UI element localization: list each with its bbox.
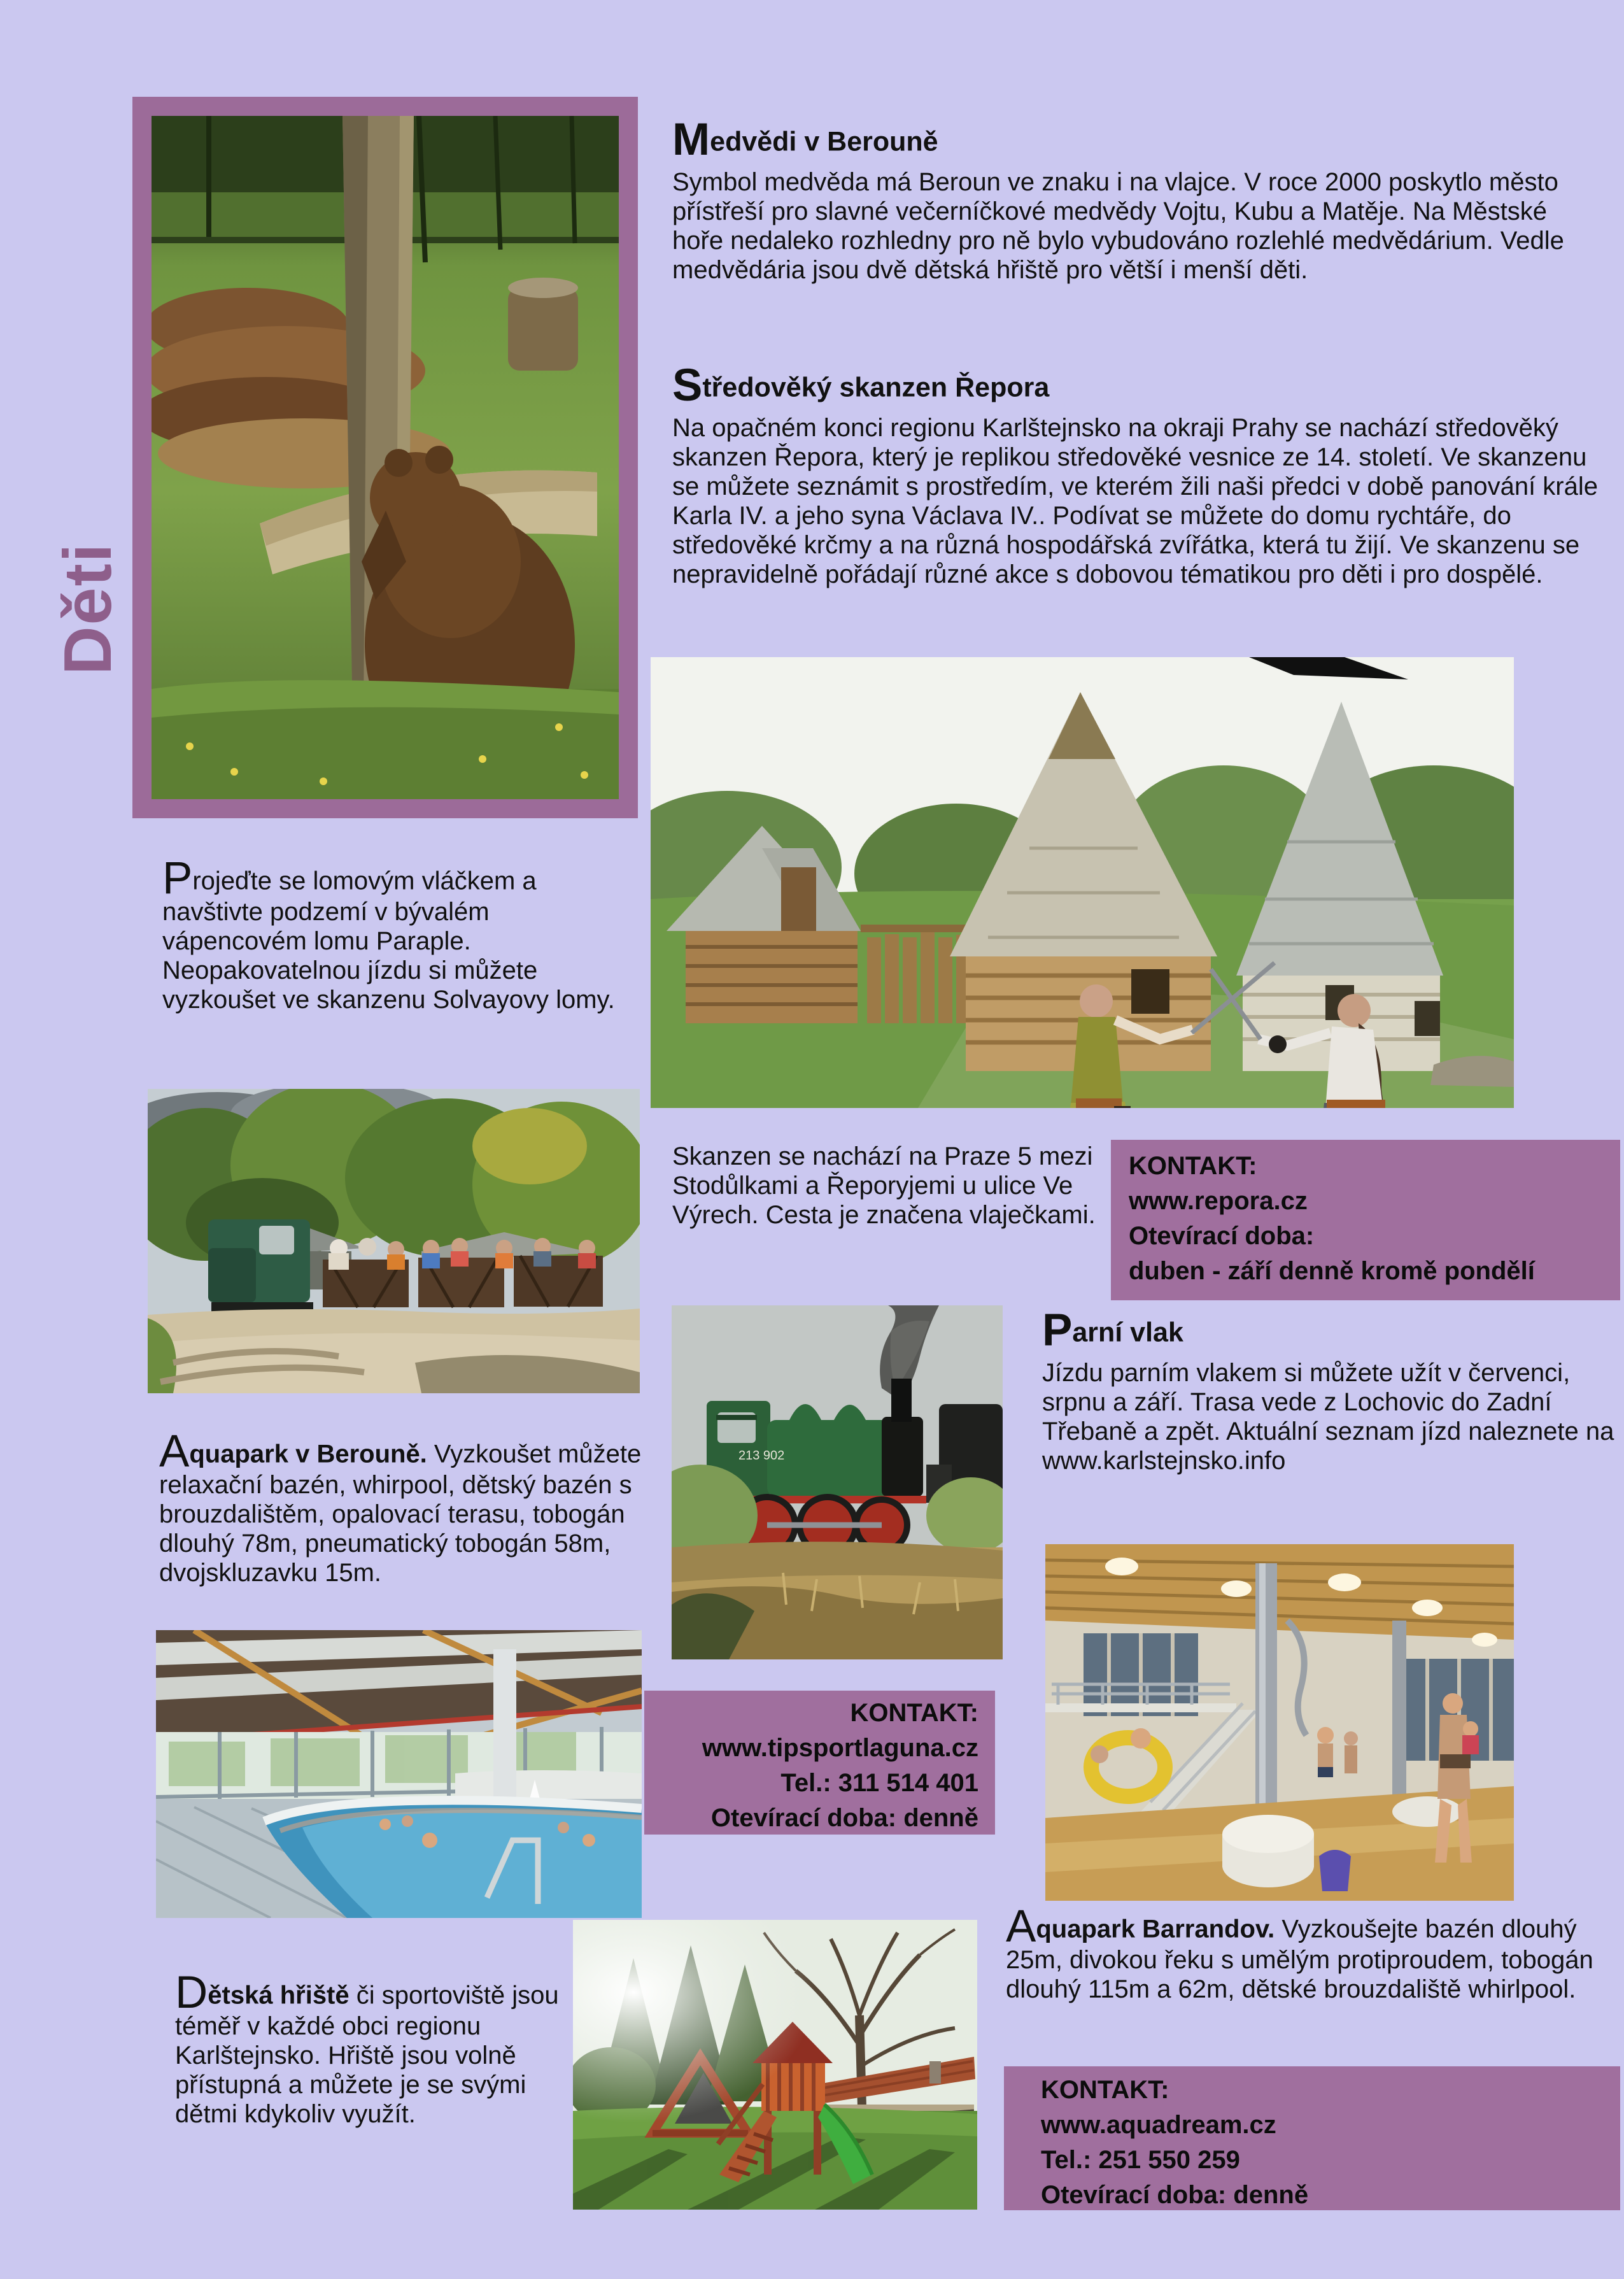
loco-number: 213 902 <box>738 1449 785 1463</box>
section-skanzen-location-body: Skanzen se nachází na Praze 5 mezi Stodůlkami a Řeporyjemi u ulice Ve Výrech. Cesta je značena vlaječkami. <box>672 1142 1096 1229</box>
pool-photo <box>156 1630 642 1918</box>
section-quarry-train-body: Projeďte se lomovým vláčkem a navštivte podzemí v bývalém vápencovém lomu Paraple. Neopakovatelnou jízdu si můžete vyzkoušet ve skanzenu Solvayovy lomy. <box>162 853 615 1014</box>
contact-label: KONTAKT: <box>850 1699 978 1727</box>
quarry-train-photo <box>148 1089 640 1393</box>
section-bears-title: Medvědi v Berouně <box>672 115 938 165</box>
bear-photo <box>152 116 619 799</box>
aquapark-barrandov-photo <box>1045 1544 1514 1901</box>
contact-website: www.aquadream.cz <box>1041 2111 1276 2139</box>
section-skanzen-title: Středověký skanzen Řepora <box>672 360 1050 411</box>
section-aquapark-beroun <box>159 1426 665 1587</box>
page-title-vertical: Děti <box>50 542 125 675</box>
contact-phone: Tel.: 251 550 259 <box>1041 2146 1240 2174</box>
section-bears-body: Symbol medvěda má Beroun ve znaku i na vlajce. V roce 2000 poskytlo město přístřeší pro slavné večerníčkové medvědy Vojtu, Kubu a Matěje. Na Městské hoře nedaleko rozhledny pro ně bylo vybudováno rozlehlé medvědárium. Vedle medvědária jsou dvě dětská hřiště pro větší i menší děti. <box>672 167 1564 284</box>
section-steam-train-body: Jízdu parním vlakem si můžete užít v červenci, srpnu a září. Trasa vede z Lochovic do Zadní Třebaně a zpět. Aktuální seznam jízd naleznete na www.karlstejnsko.info <box>1042 1358 1614 1475</box>
section-playgrounds-body: Dětská hřiště či sportoviště jsou téměř v každé obci regionu Karlštejnsko. Hřiště jsou volně přístupná a můžete je se svými dětmi kdykoliv využít. <box>175 1968 559 2128</box>
bear-photo-frame <box>132 97 638 818</box>
contact-hours: Otevírací doba: denně <box>1041 2181 1309 2209</box>
contact-hours-label: Otevírací doba: <box>1129 1222 1315 1250</box>
contact-box-laguna <box>644 1691 995 1835</box>
steam-train-photo <box>672 1305 1003 1659</box>
contact-website: www.tipsportlaguna.cz <box>702 1734 978 1762</box>
section-skanzen-body: Na opačném konci regionu Karlštejnsko na okraji Prahy se nachází středověký skanzen Řepora, který je replikou středověké vesnice ze 14. století. Ve skanzenu se můžete seznámit s prostředím, ve kterém žili naši předci v době panování krále Karla IV. a jeho syna Václava IV.. Podívat se můžete do domu rychtáře, do středověké krčmy a na různá hospodářská zvířátka, která tu žijí. Ve skanzenu se nepravidelně pořádají různé akce s dobovou tématikou pro děti i pro dospělé. <box>672 413 1598 588</box>
section-skanzen <box>672 360 1603 589</box>
contact-phone: Tel.: 311 514 401 <box>780 1769 978 1797</box>
contact-label: KONTAKT: <box>1129 1152 1257 1180</box>
section-skanzen-location <box>672 1142 1115 1230</box>
section-playgrounds <box>175 1968 570 2129</box>
section-aquapark-beroun-body: Aquapark v Berouně. Vyzkoušet můžete relaxační bazén, whirpool, dětský bazén s brouzdalištěm, opalovací terasu, tobogán dlouhý 78m, pneumatický tobogán 58m, dvojskluzavku 15m. <box>159 1426 642 1587</box>
contact-website: www.repora.cz <box>1129 1187 1308 1215</box>
contact-hours: duben - září denně kromě pondělí <box>1129 1257 1535 1285</box>
section-steam-train <box>1042 1305 1618 1475</box>
section-aquapark-barrandov <box>1006 1901 1614 2004</box>
playground-photo <box>573 1920 977 2210</box>
contact-box-repora <box>1111 1140 1620 1300</box>
section-aquapark-barrandov-body: Aquapark Barrandov. Vyzkoušejte bazén dlouhý 25m, divokou řeku s umělým protiproudem, tobogán dlouhý 115m a 62m, dětské brouzdaliště whirlpool. <box>1006 1901 1593 2003</box>
contact-box-aquadream <box>1004 2066 1620 2210</box>
section-quarry-train <box>162 853 639 1014</box>
section-bears <box>672 115 1597 285</box>
contact-hours: Otevírací doba: denně <box>710 1804 978 1832</box>
contact-label: KONTAKT: <box>1041 2076 1169 2104</box>
skanzen-photo <box>651 657 1514 1108</box>
section-steam-train-title: Parní vlak <box>1042 1305 1183 1356</box>
